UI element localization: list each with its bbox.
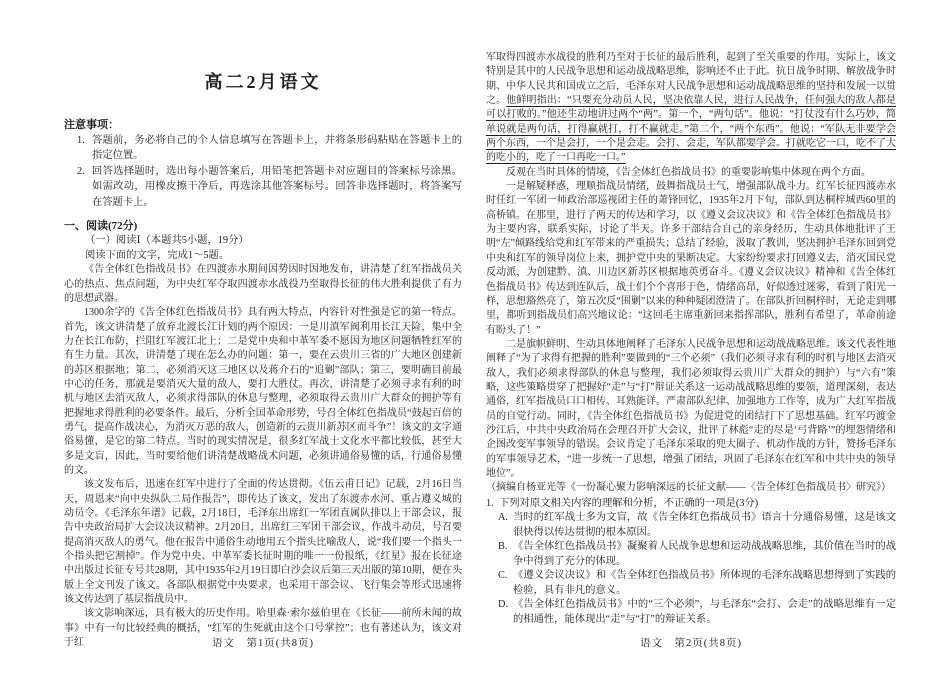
exam-title: 高二2月语文 (204, 72, 322, 92)
option-label: B. (498, 541, 508, 553)
option-label: D. (498, 599, 509, 611)
option-text: 当时的红军战士多为文盲，故《告全体红色指战员书》语言十分通俗易懂，这是该文很快得以传达贯彻的根本原因。 (513, 512, 896, 538)
page-2-footer: 语文 第2页(共8页) (640, 638, 742, 649)
notice-heading: 注意事项： (64, 119, 119, 131)
question-stem-text: 下列对原文相关内容的理解和分析，不正确的一项是(3分) (499, 497, 759, 509)
question-1-option-a (486, 511, 896, 540)
passage-paragraph: 该文影响深远，具有极大的历史作用。哈里森·索尔兹伯里在《长征——前所未闻的故事》中有一句比较经典的概括，“红军的生死就由这个口号掌控”；也有著述认为，该文对于红 (64, 608, 462, 649)
option-label: C. (498, 570, 508, 582)
page-1 (64, 0, 462, 688)
page-1-footer: 语文 第1页(共8页) (212, 638, 314, 649)
notice-item (64, 164, 462, 210)
option-label: A. (498, 512, 509, 524)
subsection-heading: （一）阅读Ⅰ（本题共5小题，19分） (85, 235, 249, 247)
question-1-option-d (486, 598, 896, 627)
passage-paragraph: 一是解疑释惑，理顺指战员情绪，鼓舞指战员士气，增强部队战斗力。红军长征四渡赤水时任红一军团一师政治部巡视团主任的萧锋回忆，1935年2月下旬，部队到达桐梓城西60里的高桥镇。在那里，进行了两天的传达和学习，以《遵义会议决议》和《告全体红色指战员书》为主要内容，联系实际，讨论了半天。许多干部结合自己的亲身经历，生动具体地批评了王明“左”倾路线给党和红军带来的严重损失；总结了经验，汲取了教训，坚决拥护毛泽东回到党中央和红军的领导岗位上来，拥护党中央的果断决定。大家纷纷要求打回遵义去，消灭国民党反动派，为创建黔、滇、川边区新苏区根据地英勇奋斗。《遵义会议决议》精神和《告全体红色指战员书》传达到连队后，战士们个个喜形于色，情绪高昂，好似透过迷雾，看到了阳光一样，思想豁然亮了，第五次反“围剿”以来的种种疑团澄清了。在部队折回桐梓时，无论走到哪里，都听到指战员们高兴地议论：“这回毛主席重新回来指挥部队，胜利有希望了，革命前途有盼头了！” (486, 181, 896, 336)
passage-text: 军取得四渡赤水战役的胜利乃至对于长征的最后胜利，起到了至关重要的作用。实际上，该文特别是其中的人民战争思想和运动战战略思维，影响还不止于此。抗日战争时期、解放战争时期、中华人民共和国成立之后，毛泽东对人民战争思想和运动战战略思维的坚持和发展一以贯之。 (486, 52, 896, 107)
passage-paragraph: 反观在当时具体的情境，《告全体红色指战员书》的重要影响集中体现在两个方面。 (506, 166, 871, 178)
question-1 (486, 497, 896, 628)
passage-paragraph-continued (486, 51, 896, 166)
source-attribution: （摘编自杨亚光等《一份凝心聚力影响深远的长征文献——〈告全体红色指战员书〉研究》） (486, 482, 891, 494)
notice-item-number: 2. (77, 165, 85, 177)
notice-item-number: 1. (77, 135, 85, 146)
passage-paragraph: 该文发布后，迅速在红军中进行了全面的传达贯彻。《伍云甫日记》记载，2月16日当天，周恩来“向中央纵队二局作报告”，即传达了该文，发出了东渡赤水河、重占遵义城的动员令。《毛泽东年谱》记载，2月18日，毛泽东出席红一军团直属队排以上干部会议，报告中央政治局扩大会议决议精神。2月20日，出席红三军团干部会议，作战斗动员，号召要提高消灭敌人的勇气。他在报告中通俗生动地用五个指头比喻敌人，说“我们要一个指头一个指头把它割掉”。作为党中央、中革军委长征时期的唯一一份报纸，《红星》报在长征途中出版过长征专号共28期，其中1935年2月19日即白沙会议后第三天出版的第10期，便在头版上全文刊发了该文。各部队根据党中央要求，也采用干部会议、飞行集会等形式迅速将该文传达到了基层指战员中。 (64, 479, 462, 606)
notice-item-text: 答题前，务必将自己的个人信息填写在答题卡上，并将条形码粘贴在答题卡上的指定位置。 (92, 135, 462, 162)
option-text: 《告全体红色指战员书》中的“三个必须”，与毛泽东“会打、会走”的战略思维有一定的相通性，能体现出“走”与“打”的辩证关系。 (513, 599, 896, 625)
option-text: 《告全体红色指战员书》凝聚着人民战争思想和运动战战略思维，其价值在当时的战争中得到了充分的体现。 (513, 541, 896, 567)
option-text: 《遵义会议决议》和《告全体红色指战员书》所体现的毛泽东战略思想得到了实践的检验，具有非凡的意义。 (513, 570, 896, 596)
notice-item (64, 133, 462, 164)
passage-paragraph: 《告全体红色指战员书》在四渡赤水期间因势因时因地发布，讲清楚了红军指战员关心的热点、焦点问题，为中央红军夺取四渡赤水战役乃至取得长征的伟大胜利提供了有力的思想武器。 (64, 264, 462, 304)
question-1-stem (486, 497, 896, 512)
question-1-option-c (486, 569, 896, 598)
underlined-passage-text: 他鲜明指出：“只要充分动员人民，坚决依靠人民，进行人民战争，任何强大的敌人都是可以打败的。”他还生动地讲过两个“两”。第一个，“两句话”。他说：“打仗没有什么巧妙，简单说就是两句话，打得赢就打，打不赢就走。”第二个，“两个东西”。他说：“军队无非要学会两个东西，一个是会打，一个是会走。会打、会走，军队都要学会。打就吃它一口，吃不了大的吃小的，吃了一口再吃一口。” (486, 95, 896, 164)
reading-passage-page2 (486, 51, 896, 496)
question-1-option-b (486, 540, 896, 569)
question-number: 1. (486, 497, 494, 509)
page-2 (486, 0, 896, 688)
passage-paragraph: 二是旗帜鲜明、生动具体地阐释了毛泽东人民战争思想和运动战战略思维。该文代表性地阐释了“为了求得有把握的胜利”要做到的“三个必须”（我们必须寻求有利的时机与地区去消灭敌人，我们必须求得部队的休息与整理，我们必须取得云贵川广大群众的拥护）与“六有”策略，这些策略贯穿了把握好“走”与“打”辩证关系这一运动战战略思维的要领，道理深刻，表达通俗，红军指战员口口相传、耳熟能详。严肃部队纪律、加强地方工作等，成为广大红军指战员的自觉行动。同时，《告全体红色指战员书》为促进党的团结打下了思想基础。红军巧渡金沙江后，中共中央政治局在会理召开扩大会议，批评了林彪“走的尽是‘弓背路’”的埋怨情绪和企图改变军事领导的错误。会议肯定了毛泽东采取的兜大圈子、机动作战的方针，赞扬毛泽东的军事领导艺术，“进一步统一了思想，增强了团结，巩固了毛泽东在红军和中共中央的领导地位”。 (486, 338, 896, 479)
section-heading-reading: 一、阅读(72分) (64, 220, 138, 233)
page-2-content (486, 0, 896, 627)
notice-item-text: 回答选择题时，选出每小题答案后，用铅笔把答题卡对应题目的答案标号涂黑。如需改动，用橡皮擦干净后，再选涂其他答案标号。回答非选择题时，将答案写在答题卡上。 (92, 165, 462, 208)
reading-passage-page1 (64, 263, 462, 650)
passage-paragraph: 1300余字的《告全体红色指战员书》具有两大特点，内容针对性强是它的第一特点。首先，该文讲清楚了放弃北渡长江计划的两个原因：一是川滇军阀利用长江天险，集中全力在长江布防，拦阻红军渡江北上；二是党中央和中革军委不愿因为地区问题牺牲红军的有生力量。其次，讲清楚了现在怎么办的问题：第一，要在云贵川三省的广大地区创建新的苏区根据地；第二，必须消灭这三地区以及蒋介石的“追剿”部队；第三，要明确目前最中心的任务，那就是要消灭大量的敌人，要打大胜仗。再次，讲清楚了必须寻求有利的时机与地区去消灭敌人，必须求得部队的休息与整理，必须取得云贵川广大群众的拥护等有把握地求得胜利的必要条件。最后，分析全国革命形势，号召全体红色指战员“鼓起百倍的勇气，提高作战决心，为消灭万恶的敌人，创造新的云贵川新苏区而斗争”！该文的文字通俗易懂，是它的第二特点。当时的现实情况是，很多红军战士文化水平都比较低，甚至大多是文盲，因此，当时要给他们讲清楚战略战术问题，必须讲通俗易懂的话，行通俗易懂的文。 (64, 307, 462, 477)
reading-instruction: 阅读下面的文字，完成1～5题。 (85, 249, 230, 261)
